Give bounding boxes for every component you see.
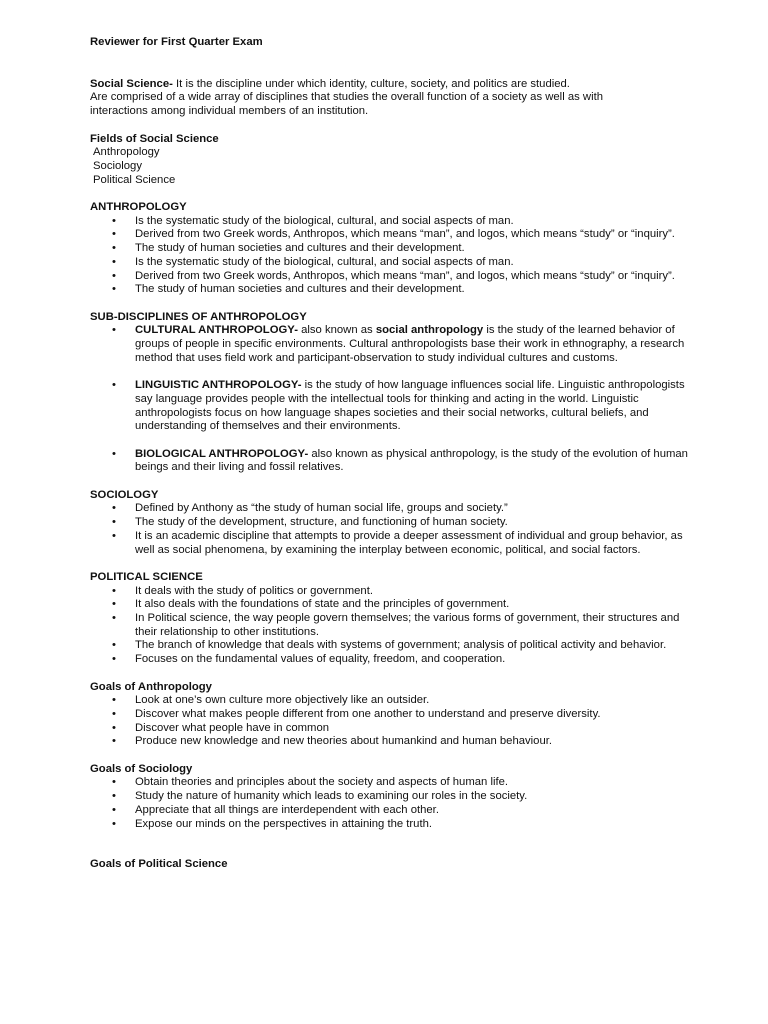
goals-anthropology-heading: Goals of Anthropology <box>90 680 212 693</box>
goals-sociology-list <box>90 776 690 831</box>
fields-heading: Fields of Social Science <box>90 132 219 145</box>
list-item: • It deals with the study of politics or government. <box>90 585 690 599</box>
political-science-section <box>90 571 690 667</box>
intro-definition-line <box>90 78 690 92</box>
goals-sociology-section <box>90 763 690 832</box>
social-science-definition: It is the discipline under which identity, culture, society, and politics are studied. <box>172 77 570 90</box>
cultural-anthropology-text-pre: also known as <box>297 324 376 337</box>
list-item: • Focuses on the fundamental values of equality, freedom, and cooperation. <box>90 653 690 667</box>
document-page <box>90 36 690 872</box>
list-item: • Derived from two Greek words, Anthropos, which means “man”, and logos, which means “study” or “inquiry”. <box>90 228 690 242</box>
biological-anthropology-text: also known as physical anthropology, is the study of the evolution of human beings and their living and fossil relatives. <box>135 447 688 474</box>
list-item: • It also deals with the foundations of state and the principles of government. <box>90 598 690 612</box>
sociology-section <box>90 489 690 558</box>
list-item: • It is an academic discipline that attempts to provide a deeper assessment of individual and group behavior, as well as social phenomena, by examining the interplay between economic, political, and social factors. <box>90 530 690 557</box>
linguistic-anthropology-item <box>90 379 690 434</box>
list-item: • Obtain theories and principles about the society and aspects of human life. <box>90 776 690 790</box>
anthropology-list <box>90 215 690 297</box>
list-item: • The study of human societies and cultures and their development. <box>90 242 690 256</box>
cultural-anthropology-text: is the study of the learned behavior of groups of people in specific environments. Cultural anthropologists base their work in ethnography, a research method that uses field work and participant-observation to study individual cultures and customs. <box>135 324 685 364</box>
sociology-heading: SOCIOLOGY <box>90 488 159 501</box>
field-item-anthropology: Anthropology <box>93 146 160 159</box>
list-item: • Produce new knowledge and new theories about humankind and human behaviour. <box>90 735 690 749</box>
intro-line-3: interactions among individual members of an institution. <box>90 105 369 118</box>
list-item: • The study of the development, structure, and functioning of human society. <box>90 516 690 530</box>
social-science-term: Social Science- <box>90 77 173 90</box>
list-item: • Look at one’s own culture more objectively like an outsider. <box>90 694 690 708</box>
list-item: • Is the systematic study of the biological, cultural, and social aspects of man. <box>90 215 690 229</box>
social-anthropology-term: social anthropology <box>375 324 484 337</box>
list-item: • Study the nature of humanity which leads to examining our roles in the society. <box>90 790 690 804</box>
field-item-political-science: Political Science <box>93 173 176 186</box>
subdisciplines-heading: SUB-DISCIPLINES OF ANTHROPOLOGY <box>90 310 307 323</box>
intro-line-2: Are comprised of a wide array of disciplines that studies the overall function of a society as well as with <box>90 91 603 104</box>
goals-anthropology-section <box>90 681 690 750</box>
anthropology-section <box>90 201 690 297</box>
subdisciplines-list <box>90 324 690 475</box>
list-item: • Discover what people have in common <box>90 722 690 736</box>
political-science-heading: POLITICAL SCIENCE <box>90 570 203 583</box>
list-item: • The branch of knowledge that deals with systems of government; analysis of political activity and behavior. <box>90 639 690 653</box>
biological-anthropology-item <box>90 448 690 475</box>
list-item: • Expose our minds on the perspectives in attaining the truth. <box>90 818 690 832</box>
cultural-anthropology-item <box>90 324 690 365</box>
list-item: • Defined by Anthony as “the study of human social life, groups and society.” <box>90 502 690 516</box>
goals-sociology-heading: Goals of Sociology <box>90 762 193 775</box>
goals-anthropology-list <box>90 694 690 749</box>
goals-political-science-heading: Goals of Political Science <box>90 858 228 871</box>
list-item: • The study of human societies and cultures and their development. <box>90 283 690 297</box>
biological-anthropology-term: BIOLOGICAL ANTHROPOLOGY- <box>135 447 309 460</box>
list-item: • Appreciate that all things are interdependent with each other. <box>90 804 690 818</box>
fields-section <box>90 133 690 188</box>
list-item: • In Political science, the way people govern themselves; the various forms of government, their structures and their relationship to other institutions. <box>90 612 690 639</box>
list-item: • Derived from two Greek words, Anthropos, which means “man”, and logos, which means “study” or “inquiry”. <box>90 270 690 284</box>
linguistic-anthropology-term: LINGUISTIC ANTHROPOLOGY- <box>135 379 302 392</box>
cultural-anthropology-term: CULTURAL ANTHROPOLOGY- <box>135 324 298 337</box>
sociology-list <box>90 502 690 557</box>
linguistic-anthropology-text: is the study of how language influences social life. Linguistic anthropologists say language provides people with the intellectual tools for thinking and acting in the world. Linguistic anthropologists focus on how language shapes societies and their social networks, cultural beliefs, and understanding of themselves and their environments. <box>135 379 685 433</box>
list-item: • Discover what makes people different from one another to understand and preserve diversity. <box>90 708 690 722</box>
intro-section <box>90 78 690 119</box>
subdisciplines-section <box>90 311 690 475</box>
field-item-sociology: Sociology <box>93 159 142 172</box>
anthropology-heading: ANTHROPOLOGY <box>90 201 187 213</box>
document-title: Reviewer for First Quarter Exam <box>90 36 263 48</box>
political-science-list <box>90 585 690 667</box>
list-item: • Is the systematic study of the biological, cultural, and social aspects of man. <box>90 256 690 270</box>
